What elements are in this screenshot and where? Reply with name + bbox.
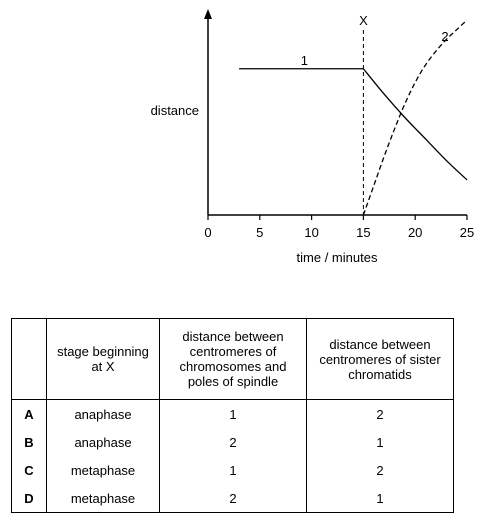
x-tick-label: 15 xyxy=(356,225,371,240)
stage-cell: metaphase xyxy=(47,484,160,513)
x-tick-label: 10 xyxy=(304,225,319,240)
header-poles-distance: distance between centromeres of chromosomes and poles of spindle xyxy=(160,319,307,400)
sisters-cell: 2 xyxy=(307,400,454,429)
stage-cell: metaphase xyxy=(47,456,160,484)
option-letter: C xyxy=(12,456,47,484)
series-layer xyxy=(239,13,467,215)
header-sister-distance: distance between centromeres of sister chromatids xyxy=(307,319,454,400)
axes xyxy=(204,9,467,215)
option-letter: D xyxy=(12,484,47,513)
sisters-cell: 2 xyxy=(307,456,454,484)
header-stage: stage beginning at X xyxy=(47,319,160,400)
option-letter: B xyxy=(12,428,47,456)
x-axis-title: time / minutes xyxy=(296,250,378,265)
stage-cell: anaphase xyxy=(47,428,160,456)
sisters-cell: 1 xyxy=(307,428,454,456)
poles-cell: 1 xyxy=(160,456,307,484)
table-header-row xyxy=(12,319,454,400)
marker-label-x: X xyxy=(359,13,368,28)
poles-cell: 1 xyxy=(160,400,307,429)
series-1-label: 1 xyxy=(300,52,308,68)
table-row xyxy=(12,484,454,513)
y-axis-title: distance xyxy=(150,103,199,118)
y-axis-arrowhead xyxy=(204,9,212,19)
header-option xyxy=(12,319,47,400)
option-letter: A xyxy=(12,400,47,429)
table-row xyxy=(12,456,454,484)
x-tick-label: 25 xyxy=(459,225,475,240)
answer-table xyxy=(11,318,454,513)
x-tick-label: 0 xyxy=(204,225,212,240)
series-2-label: 2 xyxy=(441,29,449,44)
table-row xyxy=(12,428,454,456)
poles-cell: 2 xyxy=(160,428,307,456)
series-1-line xyxy=(239,69,467,180)
x-tick-label: 5 xyxy=(256,225,264,240)
x-ticks xyxy=(204,215,474,240)
table-row xyxy=(12,400,454,429)
stage-cell: anaphase xyxy=(47,400,160,429)
series-2-line xyxy=(363,20,467,215)
poles-cell: 2 xyxy=(160,484,307,513)
sisters-cell: 1 xyxy=(307,484,454,513)
x-tick-label: 20 xyxy=(407,225,423,240)
